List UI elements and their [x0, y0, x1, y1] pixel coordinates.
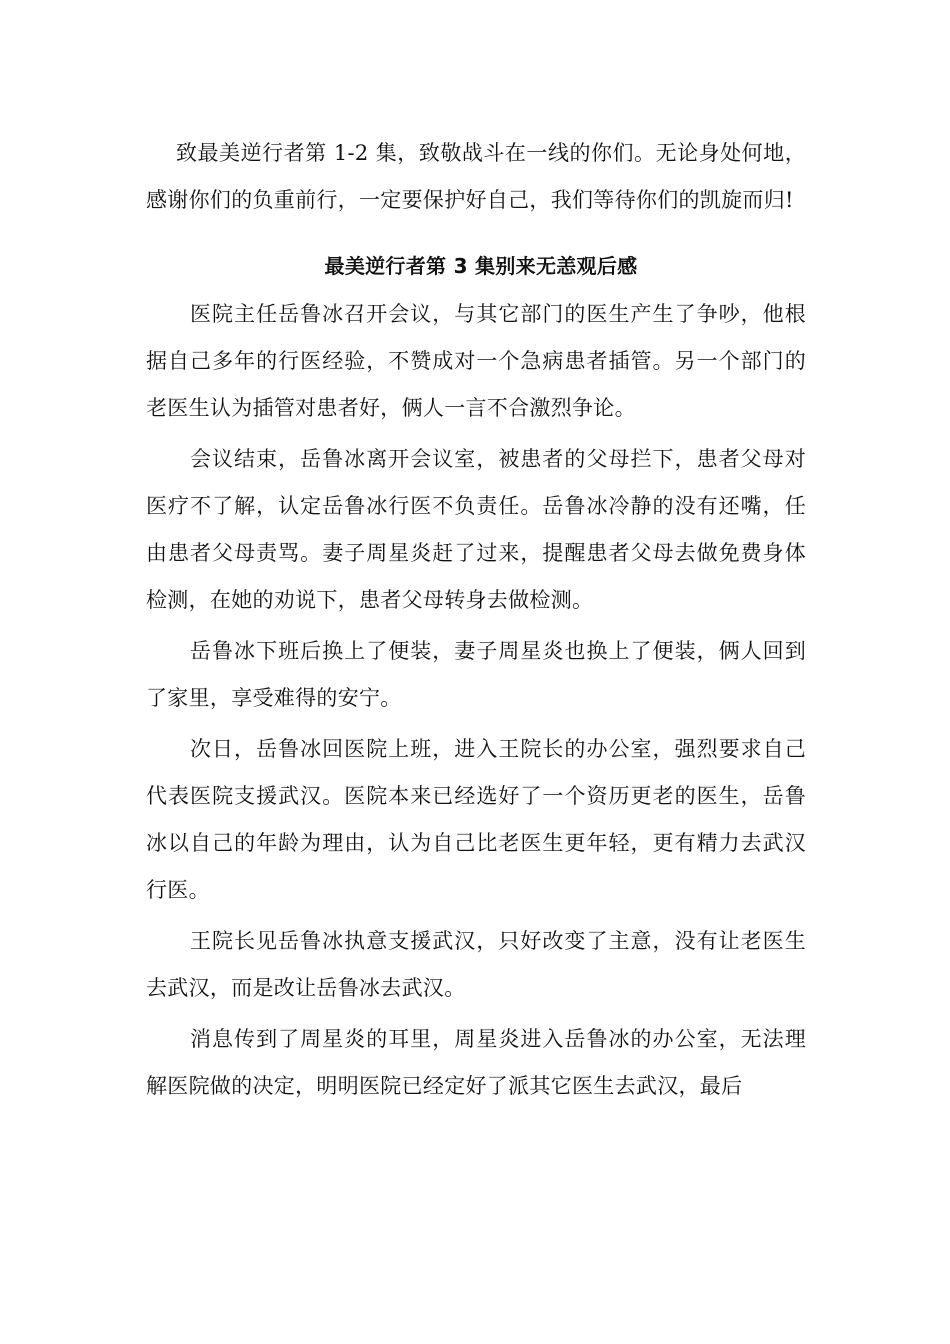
body-paragraph-3: 岳鲁冰下班后换上了便装，妻子周星炎也换上了便装，俩人回到了家里，享受难得的安宁。: [146, 639, 806, 710]
section-heading: 最美逆行者第 3 集别来无恙观后感: [324, 254, 638, 278]
intro-paragraph: 致最美逆行者第 1-2 集，致敬战斗在一线的你们。无论身处何地，感谢你们的负重前行，一定要保护好自己，我们等待你们的凯旋而归!: [146, 141, 806, 212]
body-paragraph-4: 次日，岳鲁冰回医院上班，进入王院长的办公室，强烈要求自己代表医院支援武汉。医院本来已经选好了一个资历更老的医生，岳鲁冰以自己的年龄为理由，认为自己比老医生更年轻，更有精力去武汉行医。: [146, 737, 806, 902]
body-paragraph-5: 王院长见岳鲁冰执意支援武汉，只好改变了主意，没有让老医生去武汉，而是改让岳鲁冰去武汉。: [146, 929, 806, 1000]
section-body: [146, 291, 806, 1110]
body-paragraph-1: 医院主任岳鲁冰召开会议，与其它部门的医生产生了争吵，他根据自己多年的行医经验，不赞成对一个急病患者插管。另一个部门的老医生认为插管对患者好，俩人一言不合激烈争论。: [146, 302, 806, 420]
body-paragraph-6: 消息传到了周星炎的耳里，周星炎进入岳鲁冰的办公室，无法理解医院做的决定，明明医院已经定好了派其它医生去武汉，最后: [146, 1027, 806, 1098]
body-paragraph-2: 会议结束，岳鲁冰离开会议室，被患者的父母拦下，患者父母对医疗不了解，认定岳鲁冰行医不负责任。岳鲁冰冷静的没有还嘴，任由患者父母责骂。妻子周星炎赶了过来，提醒患者父母去做免费身体检测，在她的劝说下，患者父母转身去做检测。: [146, 447, 806, 612]
document-page: [146, 130, 806, 1114]
